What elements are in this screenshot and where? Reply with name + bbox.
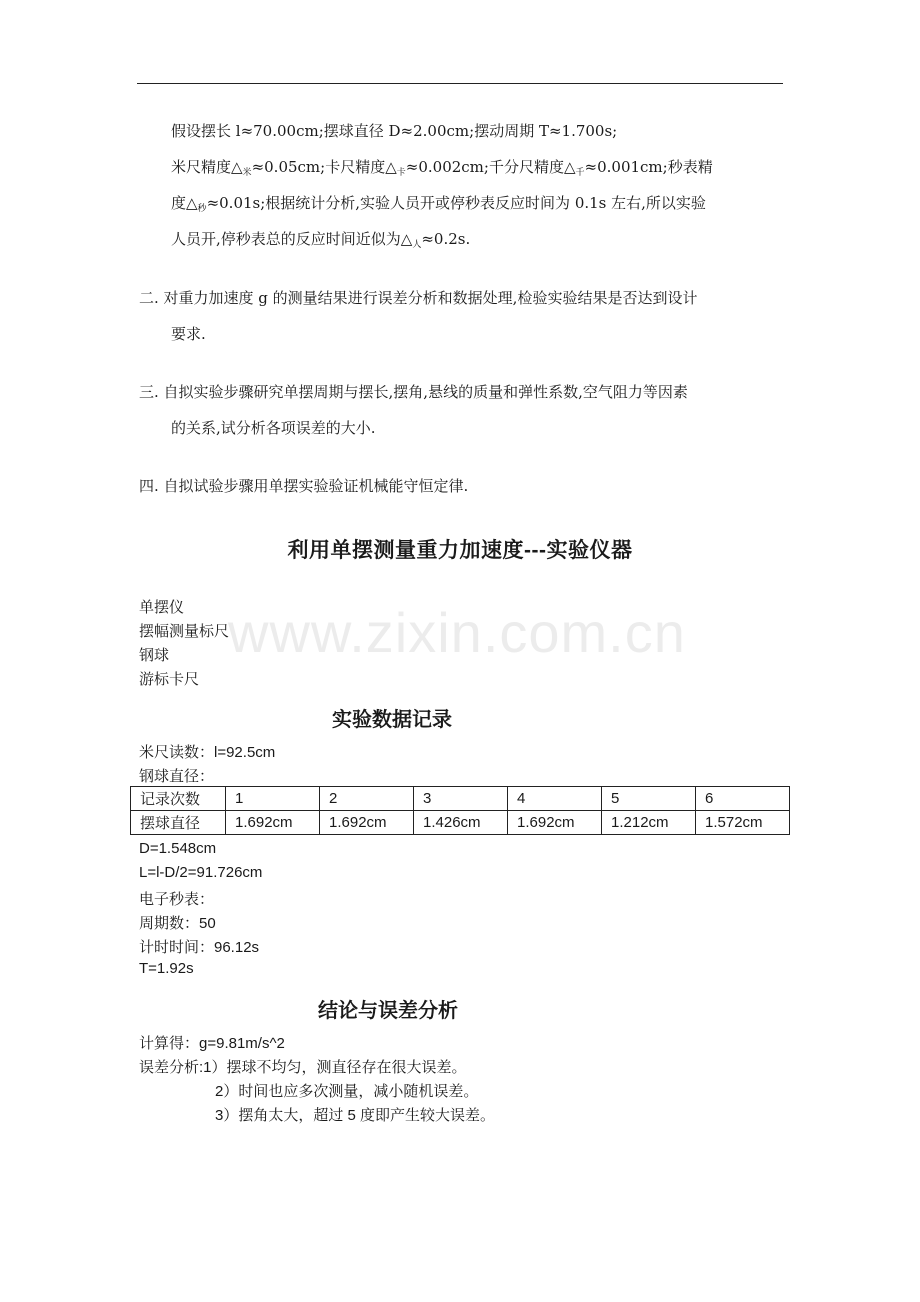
ball-diameter-label: 钢球直径： — [139, 768, 215, 785]
table-cell: 1.692cm — [320, 811, 414, 835]
intro-line-1: 假设摆长 l≈70.00cm;摆球直径 D≈2.00cm;摆动周期 T≈1.700s; — [171, 122, 618, 140]
diameter-table — [130, 786, 790, 835]
table-cell: 记录次数 — [131, 787, 226, 811]
intro-line-4: 人员开,停秒表总的反应时间近似为$\triangle_人\approx 0.2s$. — [171, 230, 471, 250]
table-row — [131, 811, 790, 835]
timing: 计时时间：96.12s — [139, 939, 260, 956]
table-cell: 1.572cm — [696, 811, 790, 835]
instrument-item: 钢球 — [139, 647, 170, 664]
ruler-reading: 米尺读数：l=92.5cm — [139, 744, 276, 761]
instruments-title: 利用单摆测量重力加速度---实验仪器 — [287, 539, 633, 562]
period: T=1.92s — [139, 960, 194, 977]
result-line: 计算得：g=9.81m/s^2 — [139, 1035, 285, 1052]
item-3-line-1: 三. 自拟实验步骤研究单摆周期与摆长,摆角,悬线的质量和弹性系数,空气阻力等因素 — [139, 383, 688, 401]
stopwatch-label: 电子秒表： — [139, 891, 215, 908]
pendulum-length: L=l-D/2=91.726cm — [139, 864, 263, 881]
conclusion-title: 结论与误差分析 — [318, 1000, 458, 1022]
table-cell: 1.426cm — [414, 811, 508, 835]
analysis-line-2: 2）时间也应多次测量，减小随机误差。 — [215, 1083, 479, 1100]
intro-line-2: 米尺精度$\triangle_米\approx 0.05cm$;卡尺精度$\triangle_卡\approx 0.002cm$;千分尺精度$\triangle_千\approx 0.001cm$;秒表精 — [171, 158, 713, 178]
table-row — [131, 787, 790, 811]
cycle-count: 周期数：50 — [139, 915, 216, 932]
table-cell: 4 — [508, 787, 602, 811]
table-cell: 1.692cm — [226, 811, 320, 835]
diameter-average: D=1.548cm — [139, 840, 217, 857]
instrument-item: 摆幅测量标尺 — [139, 623, 230, 640]
table-cell: 摆球直径 — [131, 811, 226, 835]
header-rule — [137, 83, 783, 84]
item-3-line-2: 的关系,试分析各项误差的大小. — [171, 419, 376, 437]
analysis-line-3: 3）摆角太大，超过 5 度即产生较大误差。 — [215, 1107, 496, 1124]
item-2-line-2: 要求. — [171, 325, 206, 343]
table-cell: 3 — [414, 787, 508, 811]
instrument-item: 游标卡尺 — [139, 671, 200, 688]
table-cell: 5 — [602, 787, 696, 811]
instrument-item: 单摆仪 — [139, 599, 185, 616]
watermark: www.zixin.com.cn — [228, 601, 686, 664]
table-cell: 1.212cm — [602, 811, 696, 835]
analysis-line-1: 误差分析:1）摆球不均匀，测直径存在很大误差。 — [139, 1059, 467, 1076]
table-cell: 1 — [226, 787, 320, 811]
item-2-line-1: 二. 对重力加速度 g 的测量结果进行误差分析和数据处理,检验实验结果是否达到设计 — [139, 289, 698, 307]
intro-line-3: 度$\triangle_秒\approx 0.01s$;根据统计分析,实验人员开或停秒表反应时间为 0.1s 左右,所以实验 — [171, 194, 706, 214]
table-cell: 1.692cm — [508, 811, 602, 835]
table-cell: 2 — [320, 787, 414, 811]
table-cell: 6 — [696, 787, 790, 811]
item-4: 四. 自拟试验步骤用单摆实验验证机械能守恒定律. — [139, 477, 469, 495]
data-record-title: 实验数据记录 — [332, 709, 452, 731]
